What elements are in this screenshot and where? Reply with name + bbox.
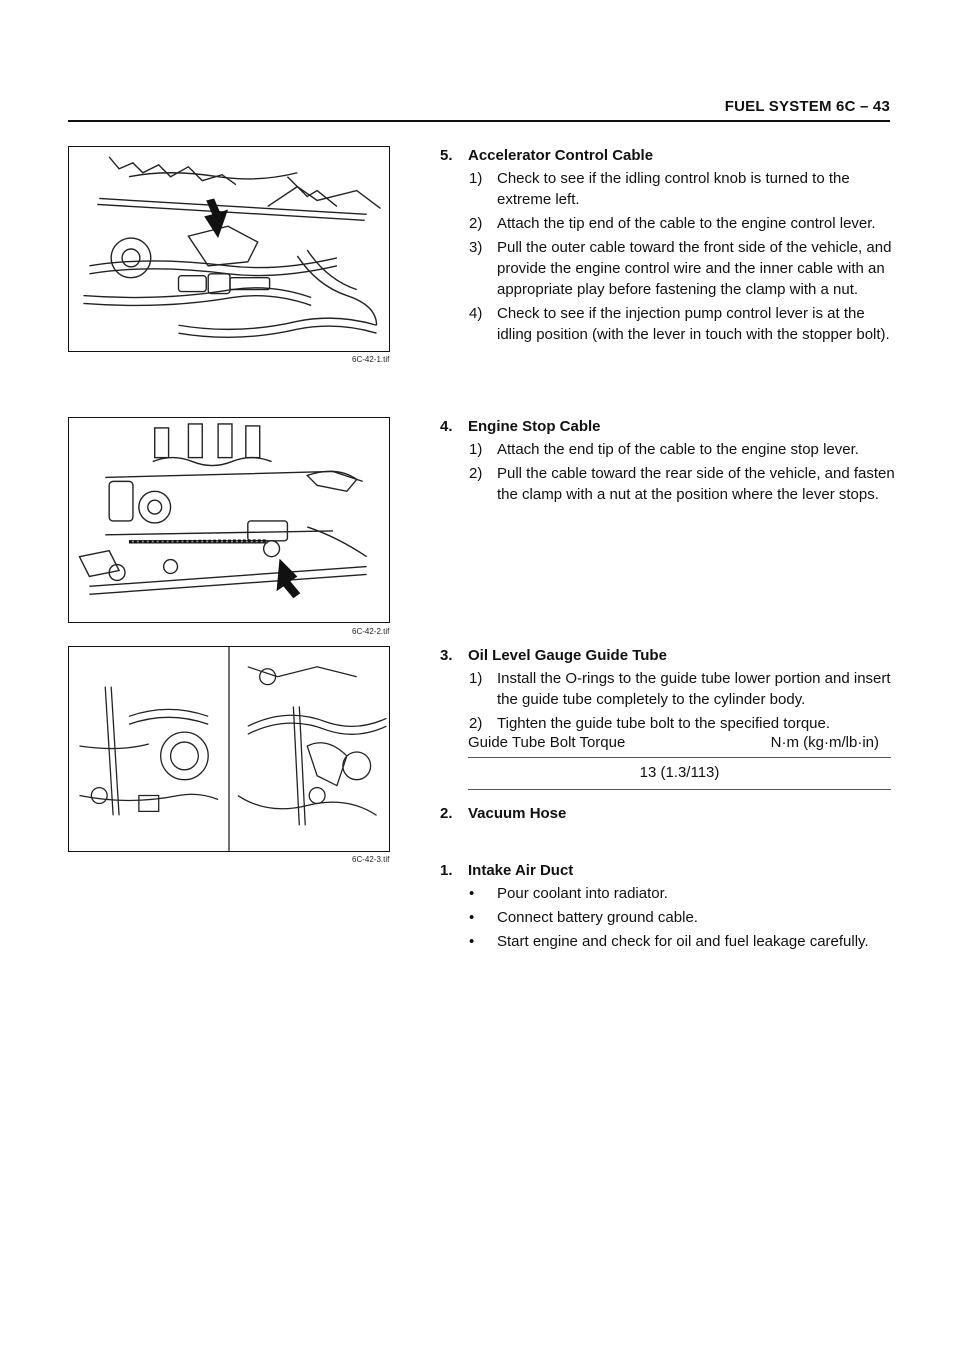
step-item: 2) Tighten the guide tube bolt to the specified torque. <box>469 715 831 732</box>
step-item: 1) Attach the end tip of the cable to the engine stop lever. <box>469 441 859 458</box>
section-title: 3. Oil Level Gauge Guide Tube <box>440 647 667 664</box>
step-item: 2) Attach the tip end of the cable to the engine control lever. <box>469 215 876 232</box>
step-item: 1) Check to see if the idling control knob is turned to the extreme left. <box>469 170 850 208</box>
torque-header-row <box>468 734 891 758</box>
bullet-item: • Pour coolant into radiator. <box>469 885 668 902</box>
torque-value: 13 (1.3/113) <box>468 758 891 790</box>
section-oil-level-gauge-guide-tube <box>440 645 895 737</box>
accelerator-cable-illustration <box>69 147 389 351</box>
torque-label: Guide Tube Bolt Torque <box>468 734 626 751</box>
bullet-item: • Start engine and check for oil and fuel leakage carefully. <box>469 933 869 950</box>
figure-caption: 6C-42-1.tif <box>352 355 390 364</box>
section-title: 2. Vacuum Hose <box>440 805 567 822</box>
step-item: 3) Pull the outer cable toward the front side of the vehicle, and provide the engine control wire and the inner cable with an appropriate play before fastening the clamp with a nut. <box>469 239 892 298</box>
section-vacuum-hose <box>440 803 895 826</box>
figure-caption: 6C-42-3.tif <box>352 855 390 864</box>
section-title: 4. Engine Stop Cable <box>440 418 601 435</box>
section-accelerator-control-cable <box>440 145 895 348</box>
bullet-item: • Connect battery ground cable. <box>469 909 698 926</box>
engine-stop-cable-illustration <box>69 418 389 622</box>
header-rule <box>68 120 890 122</box>
step-item: 4) Check to see if the injection pump control lever is at the idling position (with the lever in touch with the stopper bolt). <box>469 305 890 343</box>
section-engine-stop-cable <box>440 416 895 508</box>
torque-unit: N·m (kg·m/lb·in) <box>770 734 879 751</box>
figure-accelerator-cable <box>68 146 390 352</box>
figure-engine-stop-cable <box>68 417 390 623</box>
page-header: FUEL SYSTEM 6C – 43 <box>724 98 890 115</box>
section-title: 5. Accelerator Control Cable <box>440 147 654 164</box>
figure-caption: 6C-42-2.tif <box>352 627 390 636</box>
torque-spec-table <box>468 734 891 790</box>
step-item: 2) Pull the cable toward the rear side of the vehicle, and fasten the clamp with a nut at the position where the lever stops. <box>469 465 895 503</box>
section-title: 1. Intake Air Duct <box>440 862 574 879</box>
figure-oil-gauge-tube <box>68 646 390 852</box>
oil-gauge-tube-illustration <box>69 647 389 851</box>
step-item: 1) Install the O-rings to the guide tube lower portion and insert the guide tube completely to the cylinder body. <box>469 670 891 708</box>
section-intake-air-duct <box>440 860 895 955</box>
